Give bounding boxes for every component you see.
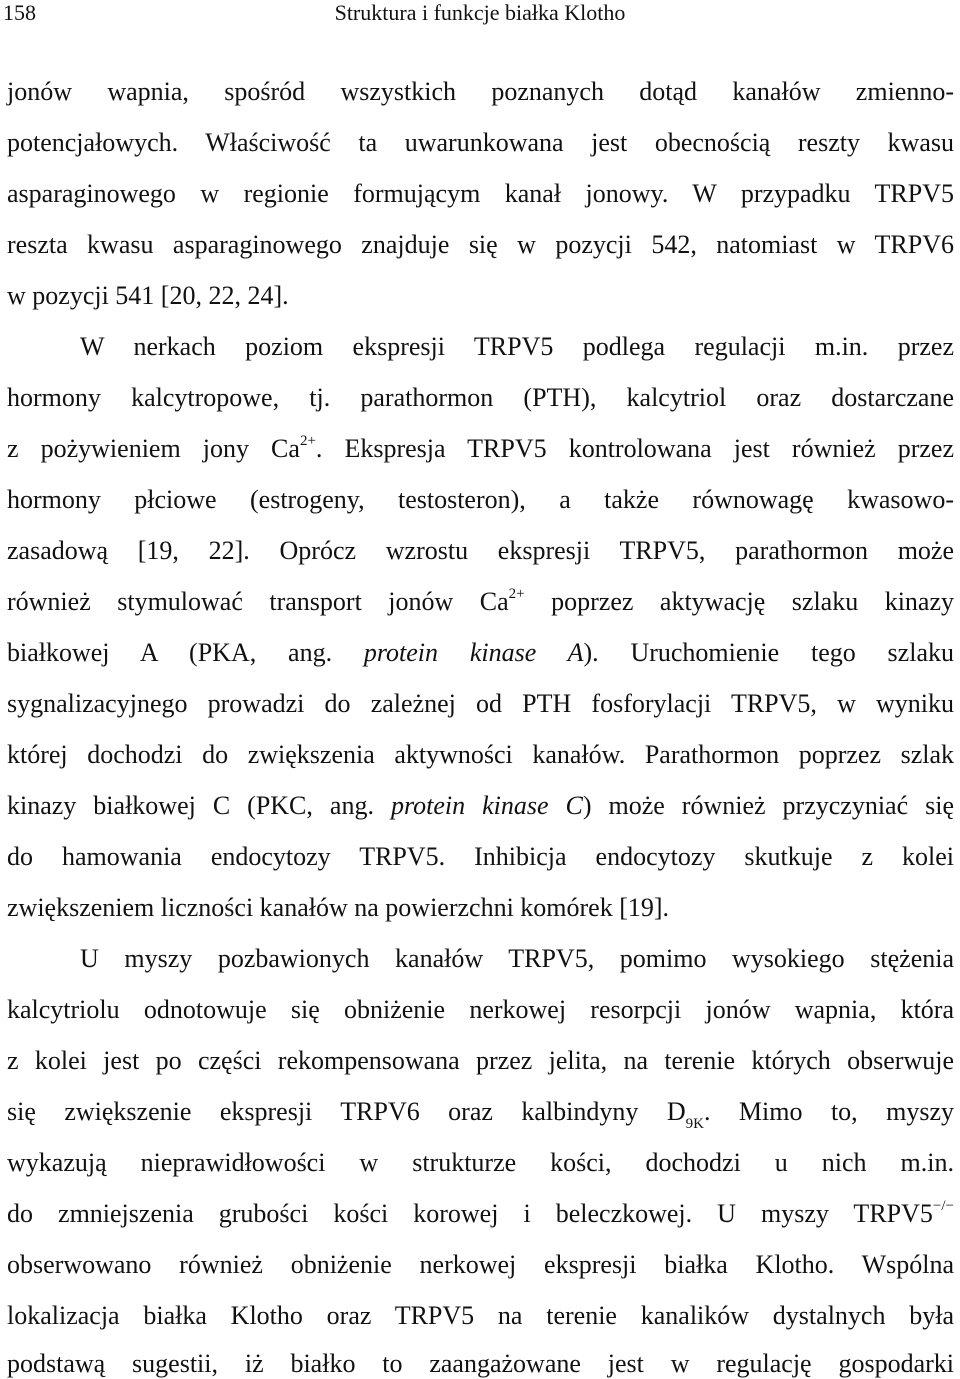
text-line: podstawą sugestii, iż białko to zaangażowane jest w regulację gospodarki: [7, 1349, 954, 1378]
text-line: asparaginowego w regionie formującym kanał jonowy. W przypadku TRPV5: [7, 179, 954, 208]
text-line: wykazują nieprawidłowości w strukturze kości, dochodzi u nich m.in.: [7, 1148, 954, 1177]
text-line: obserwowano również obniżenie nerkowej ekspresji białka Klotho. Wspólna: [7, 1250, 954, 1279]
text-line: jonów wapnia, spośród wszystkich poznanych dotąd kanałów zmienno-: [7, 77, 954, 106]
superscript: −/−: [932, 1198, 954, 1215]
subscript: 9K: [685, 1116, 704, 1133]
text-line: której dochodzi do zwiększenia aktywności kanałów. Parathormon poprzez szlak: [7, 740, 954, 769]
italic-term: protein kinase C: [390, 791, 583, 820]
text-line: kinazy białkowej C (PKC, ang. protein kinase C) może również przyczyniać się: [7, 791, 954, 820]
text-line: kalcytriolu odnotowuje się obniżenie nerkowej resorpcji jonów wapnia, która: [7, 995, 954, 1024]
text-line: zwiększeniem liczności kanałów na powierzchni komórek [19].: [7, 893, 670, 922]
text-line: potencjałowych. Właściwość ta uwarunkowana jest obecnością reszty kwasu: [7, 128, 954, 157]
text-line: z pożywieniem jony $Ca^{2+}$. Ekspresja TRPV5 kontrolowana jest również przez: [7, 433, 954, 463]
text-line: również stymulować transport jonów $Ca^{2+}$ poprzez aktywację szlaku kinazy: [7, 586, 955, 616]
text-line: reszta kwasu asparaginowego znajduje się w pozycji 542, natomiast w TRPV6: [7, 230, 954, 259]
superscript: 2+: [508, 586, 525, 603]
italic-term: protein kinase A: [363, 638, 584, 667]
text-line: zasadową [19, 22]. Oprócz wzrostu ekspresji TRPV5, parathormon może: [7, 536, 954, 565]
superscript: 2+: [299, 433, 316, 450]
text-line: się zwiększenie ekspresji TRPV6 oraz kalbindyny $D_{9K}$. Mimo to, myszy: [7, 1097, 955, 1133]
text-line: hormony płciowe (estrogeny, testosteron), a także równowagę kwasowo-: [7, 485, 954, 514]
page-number: 158: [3, 0, 36, 25]
text-line: w pozycji 541 [20, 22, 24].: [7, 281, 289, 310]
text-line: U myszy pozbawionych kanałów TRPV5, pomimo wysokiego stężenia: [80, 944, 954, 973]
text-line: W nerkach poziom ekspresji TRPV5 podlega regulacji m.in. przez: [80, 332, 954, 361]
text-line: sygnalizacyjnego prowadzi do zależnej od PTH fosforylacji TRPV5, w wyniku: [7, 689, 954, 718]
text-line: białkowej A (PKA, ang. protein kinase A). Uruchomienie tego szlaku: [7, 638, 954, 667]
text-line: z kolei jest po części rekompensowana przez jelita, na terenie których obserwuje: [7, 1046, 954, 1075]
running-title: Struktura i funkcje białka Klotho: [334, 0, 626, 25]
text-line: lokalizacja białka Klotho oraz TRPV5 na terenie kanalików dystalnych była: [7, 1301, 954, 1330]
text-line: hormony kalcytropowe, tj. parathormon (PTH), kalcytriol oraz dostarczane: [7, 383, 954, 412]
page-header: [0, 0, 960, 32]
text-line: do hamowania endocytozy TRPV5. Inhibicja endocytozy skutkuje z kolei: [7, 842, 954, 871]
text-line: do zmniejszenia grubości kości korowej i beleczkowej. U myszy TRPV5−/−: [7, 1198, 954, 1228]
